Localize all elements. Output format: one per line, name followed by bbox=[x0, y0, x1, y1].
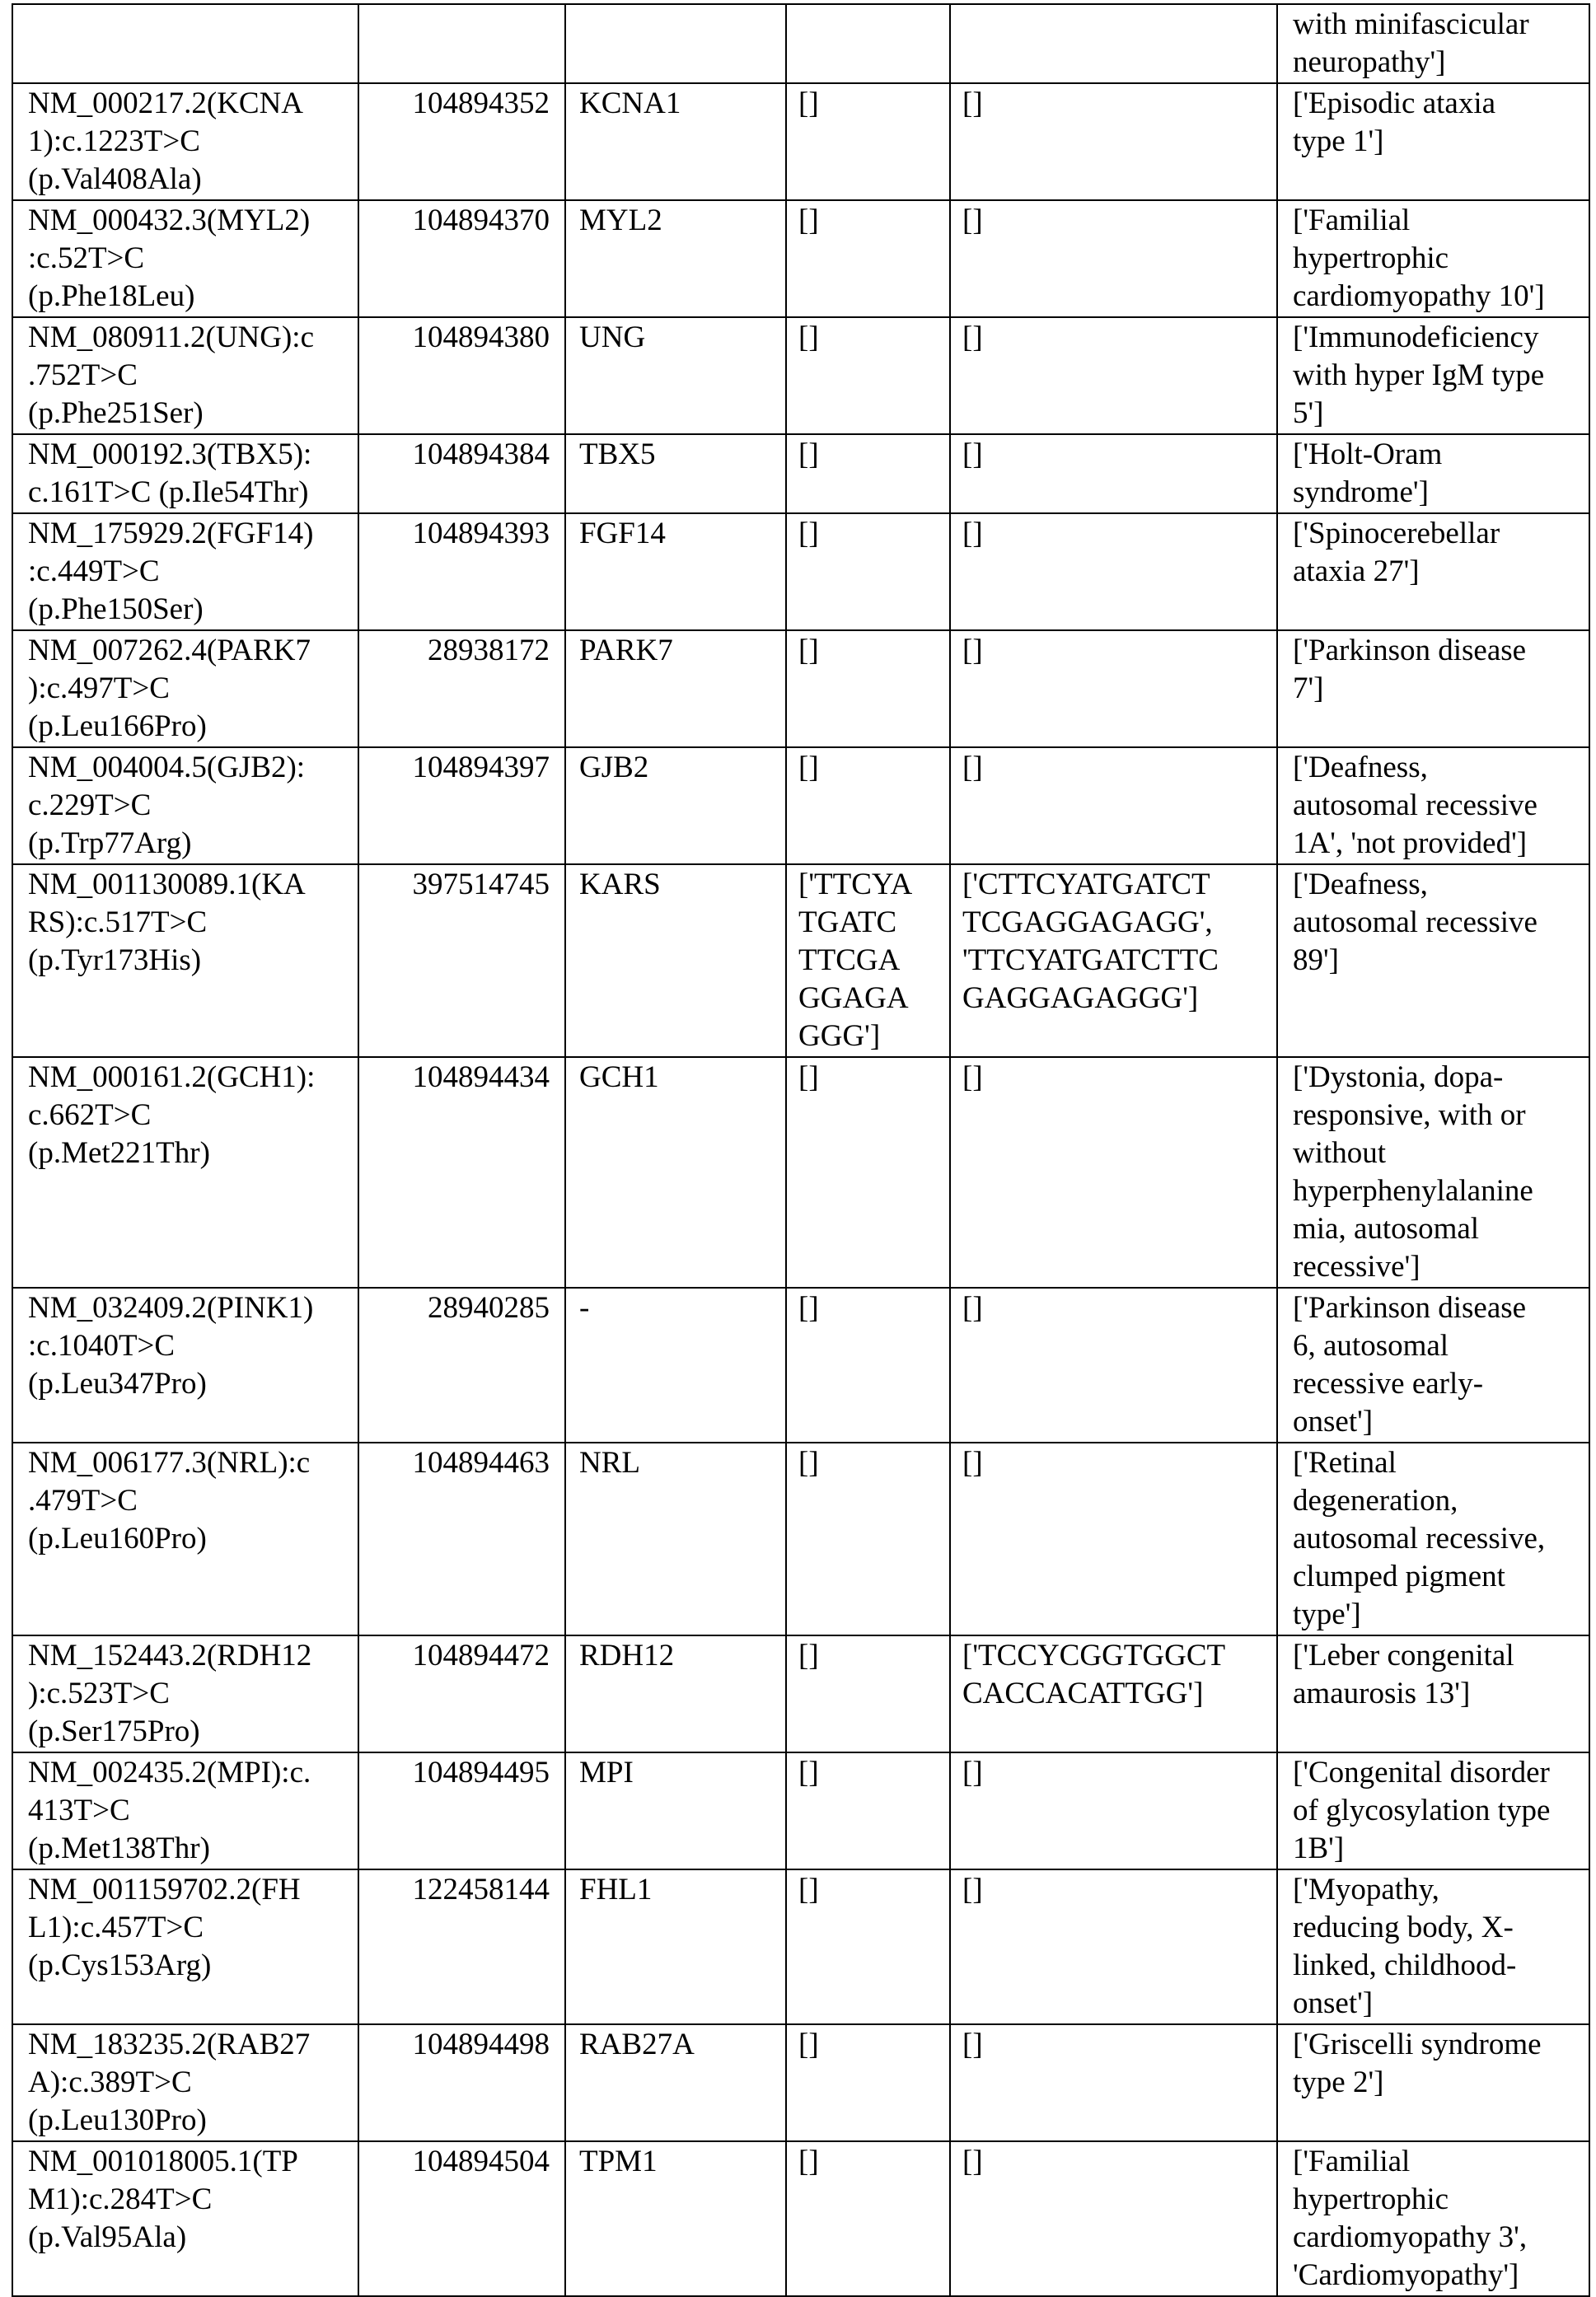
sequence-2-cell: ['TCCYCGGTGGCT CACCACATTGG'] bbox=[950, 1635, 1277, 1752]
sequence-2-cell: [] bbox=[950, 2024, 1277, 2141]
table-row bbox=[12, 317, 1589, 434]
sequence-1-cell: [] bbox=[786, 513, 950, 630]
table-row bbox=[12, 630, 1589, 747]
variant-id-cell: 104894504 bbox=[358, 2141, 565, 2296]
sequence-2-cell: ['CTTCYATGATCT TCGAGGAGAGG', 'TTCYATGATCTTC GAGGAGAGGG'] bbox=[950, 864, 1277, 1057]
variant-id-cell: 104894498 bbox=[358, 2024, 565, 2141]
gene-cell: PARK7 bbox=[565, 630, 786, 747]
sequence-2-cell: [] bbox=[950, 747, 1277, 864]
variant-id-cell: 104894370 bbox=[358, 200, 565, 317]
variant-cell: NM_002435.2(MPI):c. 413T>C (p.Met138Thr) bbox=[12, 1752, 358, 1869]
condition-cell: ['Episodic ataxia type 1'] bbox=[1277, 83, 1589, 200]
condition-cell: ['Deafness, autosomal recessive 89'] bbox=[1277, 864, 1589, 1057]
table-row bbox=[12, 2141, 1589, 2296]
variant-cell: NM_183235.2(RAB27 A):c.389T>C (p.Leu130Pro) bbox=[12, 2024, 358, 2141]
gene-cell: GJB2 bbox=[565, 747, 786, 864]
table-row bbox=[12, 1869, 1589, 2024]
sequence-2-cell: [] bbox=[950, 1869, 1277, 2024]
sequence-1-cell: [] bbox=[786, 200, 950, 317]
sequence-2-cell: [] bbox=[950, 83, 1277, 200]
sequence-2-cell: [] bbox=[950, 434, 1277, 513]
variant-id-cell: 28940285 bbox=[358, 1288, 565, 1443]
sequence-2-cell: [] bbox=[950, 1288, 1277, 1443]
table-row bbox=[12, 200, 1589, 317]
variant-table-body bbox=[12, 4, 1589, 2296]
sequence-1-cell: [] bbox=[786, 317, 950, 434]
condition-cell: ['Myopathy, reducing body, X- linked, childhood- onset'] bbox=[1277, 1869, 1589, 2024]
sequence-1-cell: [] bbox=[786, 83, 950, 200]
variant-id-cell: 397514745 bbox=[358, 864, 565, 1057]
variant-cell: NM_001018005.1(TP M1):c.284T>C (p.Val95Ala) bbox=[12, 2141, 358, 2296]
condition-cell: ['Dystonia, dopa- responsive, with or without hyperphenylalanine mia, autosomal recessive'] bbox=[1277, 1057, 1589, 1288]
variant-cell: NM_000432.3(MYL2) :c.52T>C (p.Phe18Leu) bbox=[12, 200, 358, 317]
variant-cell: NM_152443.2(RDH12 ):c.523T>C (p.Ser175Pro) bbox=[12, 1635, 358, 1752]
condition-cell: ['Holt-Oram syndrome'] bbox=[1277, 434, 1589, 513]
gene-cell: UNG bbox=[565, 317, 786, 434]
table-row bbox=[12, 4, 1589, 83]
gene-cell: KARS bbox=[565, 864, 786, 1057]
sequence-2-cell: [] bbox=[950, 200, 1277, 317]
condition-cell: ['Immunodeficiency with hyper IgM type 5'] bbox=[1277, 317, 1589, 434]
gene-cell: - bbox=[565, 1288, 786, 1443]
variant-id-cell: 104894463 bbox=[358, 1443, 565, 1635]
sequence-1-cell: [] bbox=[786, 630, 950, 747]
variant-id-cell: 104894472 bbox=[358, 1635, 565, 1752]
table-row bbox=[12, 434, 1589, 513]
variant-cell: NM_000217.2(KCNA 1):c.1223T>C (p.Val408Ala) bbox=[12, 83, 358, 200]
condition-cell: ['Spinocerebellar ataxia 27'] bbox=[1277, 513, 1589, 630]
table-row bbox=[12, 864, 1589, 1057]
sequence-2-cell: [] bbox=[950, 1752, 1277, 1869]
sequence-1-cell: [] bbox=[786, 1635, 950, 1752]
variant-cell: NM_006177.3(NRL):c .479T>C (p.Leu160Pro) bbox=[12, 1443, 358, 1635]
sequence-1-cell: [] bbox=[786, 1869, 950, 2024]
variant-cell: NM_080911.2(UNG):c .752T>C (p.Phe251Ser) bbox=[12, 317, 358, 434]
variant-id-cell: 104894495 bbox=[358, 1752, 565, 1869]
sequence-1-cell: [] bbox=[786, 2024, 950, 2141]
variant-id-cell: 104894393 bbox=[358, 513, 565, 630]
gene-cell: RAB27A bbox=[565, 2024, 786, 2141]
condition-cell: ['Leber congenital amaurosis 13'] bbox=[1277, 1635, 1589, 1752]
variant-cell: NM_001159702.2(FH L1):c.457T>C (p.Cys153Arg) bbox=[12, 1869, 358, 2024]
table-row bbox=[12, 513, 1589, 630]
sequence-1-cell: [] bbox=[786, 1288, 950, 1443]
gene-cell: FHL1 bbox=[565, 1869, 786, 2024]
gene-cell: RDH12 bbox=[565, 1635, 786, 1752]
variant-id-cell: 104894397 bbox=[358, 747, 565, 864]
gene-cell: KCNA1 bbox=[565, 83, 786, 200]
table-row bbox=[12, 1635, 1589, 1752]
sequence-1-cell: [] bbox=[786, 1057, 950, 1288]
sequence-2-cell bbox=[950, 4, 1277, 83]
sequence-1-cell: [] bbox=[786, 747, 950, 864]
variant-table bbox=[12, 3, 1590, 2297]
condition-cell: ['Congenital disorder of glycosylation type 1B'] bbox=[1277, 1752, 1589, 1869]
gene-cell: MYL2 bbox=[565, 200, 786, 317]
variant-cell: NM_175929.2(FGF14) :c.449T>C (p.Phe150Ser) bbox=[12, 513, 358, 630]
variant-cell: NM_000161.2(GCH1): c.662T>C (p.Met221Thr) bbox=[12, 1057, 358, 1288]
table-row bbox=[12, 1288, 1589, 1443]
condition-cell: ['Familial hypertrophic cardiomyopathy 10'] bbox=[1277, 200, 1589, 317]
sequence-2-cell: [] bbox=[950, 2141, 1277, 2296]
table-row bbox=[12, 1752, 1589, 1869]
variant-id-cell: 104894352 bbox=[358, 83, 565, 200]
table-row bbox=[12, 747, 1589, 864]
gene-cell: FGF14 bbox=[565, 513, 786, 630]
table-row bbox=[12, 83, 1589, 200]
sequence-1-cell: [] bbox=[786, 2141, 950, 2296]
sequence-2-cell: [] bbox=[950, 513, 1277, 630]
variant-id-cell: 104894384 bbox=[358, 434, 565, 513]
gene-cell: TBX5 bbox=[565, 434, 786, 513]
sequence-1-cell: [] bbox=[786, 1443, 950, 1635]
variant-cell: NM_001130089.1(KA RS):c.517T>C (p.Tyr173His) bbox=[12, 864, 358, 1057]
condition-cell: ['Griscelli syndrome type 2'] bbox=[1277, 2024, 1589, 2141]
sequence-2-cell: [] bbox=[950, 1057, 1277, 1288]
variant-cell: NM_000192.3(TBX5): c.161T>C (p.Ile54Thr) bbox=[12, 434, 358, 513]
sequence-1-cell: [] bbox=[786, 1752, 950, 1869]
gene-cell: TPM1 bbox=[565, 2141, 786, 2296]
condition-cell: ['Parkinson disease 6, autosomal recessive early- onset'] bbox=[1277, 1288, 1589, 1443]
sequence-2-cell: [] bbox=[950, 630, 1277, 747]
sequence-1-cell: ['TTCYA TGATC TTCGA GGAGA GGG'] bbox=[786, 864, 950, 1057]
gene-cell: NRL bbox=[565, 1443, 786, 1635]
table-row bbox=[12, 1057, 1589, 1288]
condition-cell: with minifascicular neuropathy'] bbox=[1277, 4, 1589, 83]
variant-id-cell: 104894380 bbox=[358, 317, 565, 434]
sequence-2-cell: [] bbox=[950, 1443, 1277, 1635]
variant-cell: NM_004004.5(GJB2): c.229T>C (p.Trp77Arg) bbox=[12, 747, 358, 864]
condition-cell: ['Familial hypertrophic cardiomyopathy 3', 'Cardiomyopathy'] bbox=[1277, 2141, 1589, 2296]
sequence-1-cell: [] bbox=[786, 434, 950, 513]
variant-cell bbox=[12, 4, 358, 83]
variant-id-cell: 122458144 bbox=[358, 1869, 565, 2024]
variant-id-cell bbox=[358, 4, 565, 83]
sequence-2-cell: [] bbox=[950, 317, 1277, 434]
table-row bbox=[12, 1443, 1589, 1635]
variant-cell: NM_007262.4(PARK7 ):c.497T>C (p.Leu166Pro) bbox=[12, 630, 358, 747]
table-row bbox=[12, 2024, 1589, 2141]
gene-cell bbox=[565, 4, 786, 83]
condition-cell: ['Retinal degeneration, autosomal recessive, clumped pigment type'] bbox=[1277, 1443, 1589, 1635]
sequence-1-cell bbox=[786, 4, 950, 83]
condition-cell: ['Deafness, autosomal recessive 1A', 'not provided'] bbox=[1277, 747, 1589, 864]
variant-id-cell: 104894434 bbox=[358, 1057, 565, 1288]
variant-cell: NM_032409.2(PINK1) :c.1040T>C (p.Leu347Pro) bbox=[12, 1288, 358, 1443]
gene-cell: GCH1 bbox=[565, 1057, 786, 1288]
variant-id-cell: 28938172 bbox=[358, 630, 565, 747]
condition-cell: ['Parkinson disease 7'] bbox=[1277, 630, 1589, 747]
gene-cell: MPI bbox=[565, 1752, 786, 1869]
